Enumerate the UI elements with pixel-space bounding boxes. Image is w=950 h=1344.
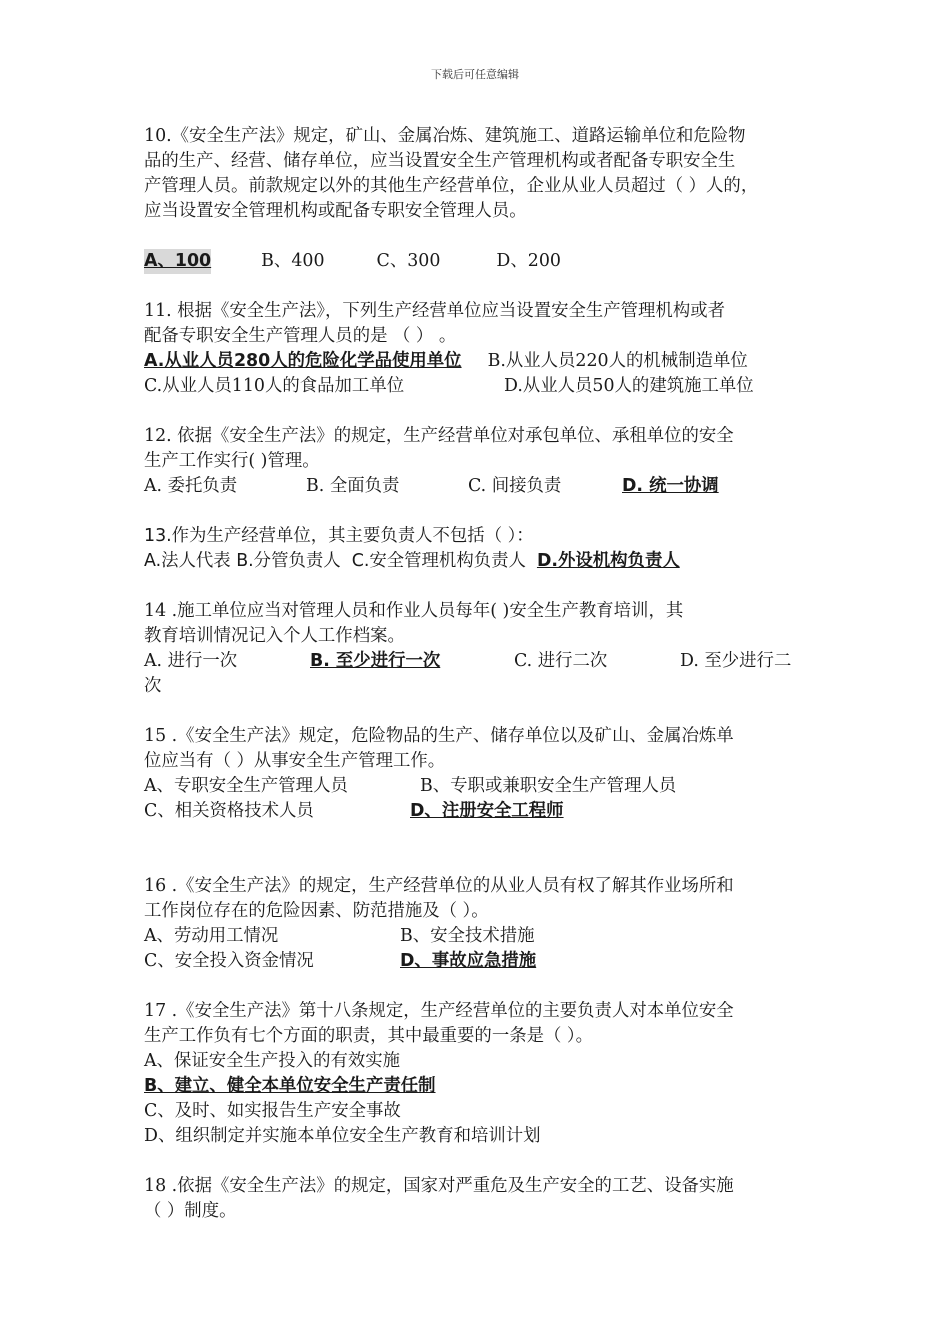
option-d-continued: 次 — [144, 676, 162, 696]
options-row — [144, 774, 812, 799]
option-a: A、专职安全生产管理人员 — [144, 776, 348, 796]
option-a: A、劳动用工情况 — [144, 926, 279, 946]
option-b: B、专职或兼职安全生产管理人员 — [420, 776, 677, 796]
question-text: 位应当有（ ）从事安全生产管理工作。 — [144, 751, 446, 771]
option-d-answer: D、事故应急措施 — [400, 951, 537, 971]
question-13 — [144, 524, 812, 574]
option-a: A. 进行一次 — [144, 651, 238, 671]
question-text: 生产工作负有七个方面的职责，其中最重要的一条是（ ）。 — [144, 1026, 593, 1046]
option-b: B、安全技术措施 — [400, 926, 535, 946]
question-10 — [144, 124, 812, 274]
options-row — [144, 949, 812, 974]
option-a: A、保证安全生产投入的有效实施 — [144, 1051, 401, 1071]
question-text: 11. 根据《安全生产法》，下列生产经营单位应当设置安全生产管理机构或者 — [144, 301, 725, 321]
question-12 — [144, 424, 812, 499]
question-text: 生产工作实行( )管理。 — [144, 451, 320, 471]
question-text: 10.《安全生产法》规定，矿山、金属冶炼、建筑施工、道路运输单位和危险物 — [144, 126, 746, 146]
options-row — [144, 924, 812, 949]
option-a: A. 委托负责 — [144, 476, 238, 496]
options-row — [144, 349, 812, 374]
option-d: D. 至少进行二 — [680, 651, 792, 671]
option-b-answer: B. 至少进行一次 — [310, 651, 441, 671]
question-16 — [144, 874, 812, 974]
option-d: D、组织制定并实施本单位安全生产教育和培训计划 — [144, 1126, 541, 1146]
question-17 — [144, 999, 812, 1149]
option-c: C、相关资格技术人员 — [144, 801, 314, 821]
option-d: D、200 — [496, 251, 561, 271]
options-row — [144, 549, 812, 574]
option-c: C. 进行二次 — [514, 651, 608, 671]
option-a: A.法人代表 — [144, 551, 231, 571]
option-b: B. 全面负责 — [306, 476, 400, 496]
question-15 — [144, 724, 812, 824]
option-c: C. 间接负责 — [468, 476, 562, 496]
question-text: 品的生产、经营、储存单位，应当设置安全生产管理机构或者配备专职安全生 — [144, 151, 736, 171]
page-header: 下载后可任意编辑 — [431, 68, 519, 81]
question-text: 教育培训情况记入个人工作档案。 — [144, 626, 405, 646]
option-c: C、安全投入资金情况 — [144, 951, 314, 971]
options-row — [144, 799, 812, 824]
question-text: （ ）制度。 — [144, 1201, 237, 1221]
question-text: 17 .《安全生产法》第十八条规定，生产经营单位的主要负责人对本单位安全 — [144, 1001, 734, 1021]
question-text: 18 .依据《安全生产法》的规定，国家对严重危及生产安全的工艺、设备实施 — [144, 1176, 734, 1196]
question-11 — [144, 299, 812, 399]
option-c: C、300 — [376, 251, 441, 271]
option-c: C.安全管理机构负责人 — [351, 551, 526, 571]
option-b: B、400 — [261, 251, 325, 271]
option-b: B.分管负责人 — [236, 551, 341, 571]
document-body — [144, 124, 812, 1224]
question-14 — [144, 599, 812, 699]
option-d-answer: D.外设机构负责人 — [536, 551, 680, 571]
option-b: B.从业人员220人的机械制造单位 — [487, 351, 748, 371]
option-b-answer: B、建立、健全本单位安全生产责任制 — [144, 1076, 436, 1096]
option-a-answer: A.从业人员280人的危险化学品使用单位 — [144, 351, 462, 371]
question-text: 工作岗位存在的危险因素、防范措施及（ ）。 — [144, 901, 489, 921]
options-row — [144, 474, 812, 499]
options-row — [144, 249, 812, 274]
question-text: 配备专职安全生产管理人员的是 （ ） 。 — [144, 326, 457, 346]
question-text: 产管理人员。前款规定以外的其他生产经营单位，企业从业人员超过（ ）人的， — [144, 176, 759, 196]
option-d-answer: D. 统一协调 — [622, 476, 719, 496]
question-text: 应当设置安全管理机构或配备专职安全管理人员。 — [144, 201, 527, 221]
question-text: 14 .施工单位应当对管理人员和作业人员每年( )安全生产教育培训，其 — [144, 601, 684, 621]
option-c: C、及时、如实报告生产安全事故 — [144, 1101, 401, 1121]
question-text: 13.作为生产经营单位，其主要负责人不包括（ ）： — [144, 526, 534, 546]
question-18 — [144, 1174, 812, 1224]
options-row — [144, 649, 812, 674]
question-text: 15 .《安全生产法》规定，危险物品的生产、储存单位以及矿山、金属冶炼单 — [144, 726, 734, 746]
options-row — [144, 374, 812, 399]
option-a-answer: A、100 — [144, 249, 211, 274]
option-d-answer: D、注册安全工程师 — [410, 801, 564, 821]
option-d: D.从业人员50人的建筑施工单位 — [504, 376, 754, 396]
question-text: 12. 依据《安全生产法》的规定，生产经营单位对承包单位、承租单位的安全 — [144, 426, 734, 446]
option-c: C.从业人员110人的食品加工单位 — [144, 376, 405, 396]
question-text: 16 .《安全生产法》的规定，生产经营单位的从业人员有权了解其作业场所和 — [144, 876, 734, 896]
